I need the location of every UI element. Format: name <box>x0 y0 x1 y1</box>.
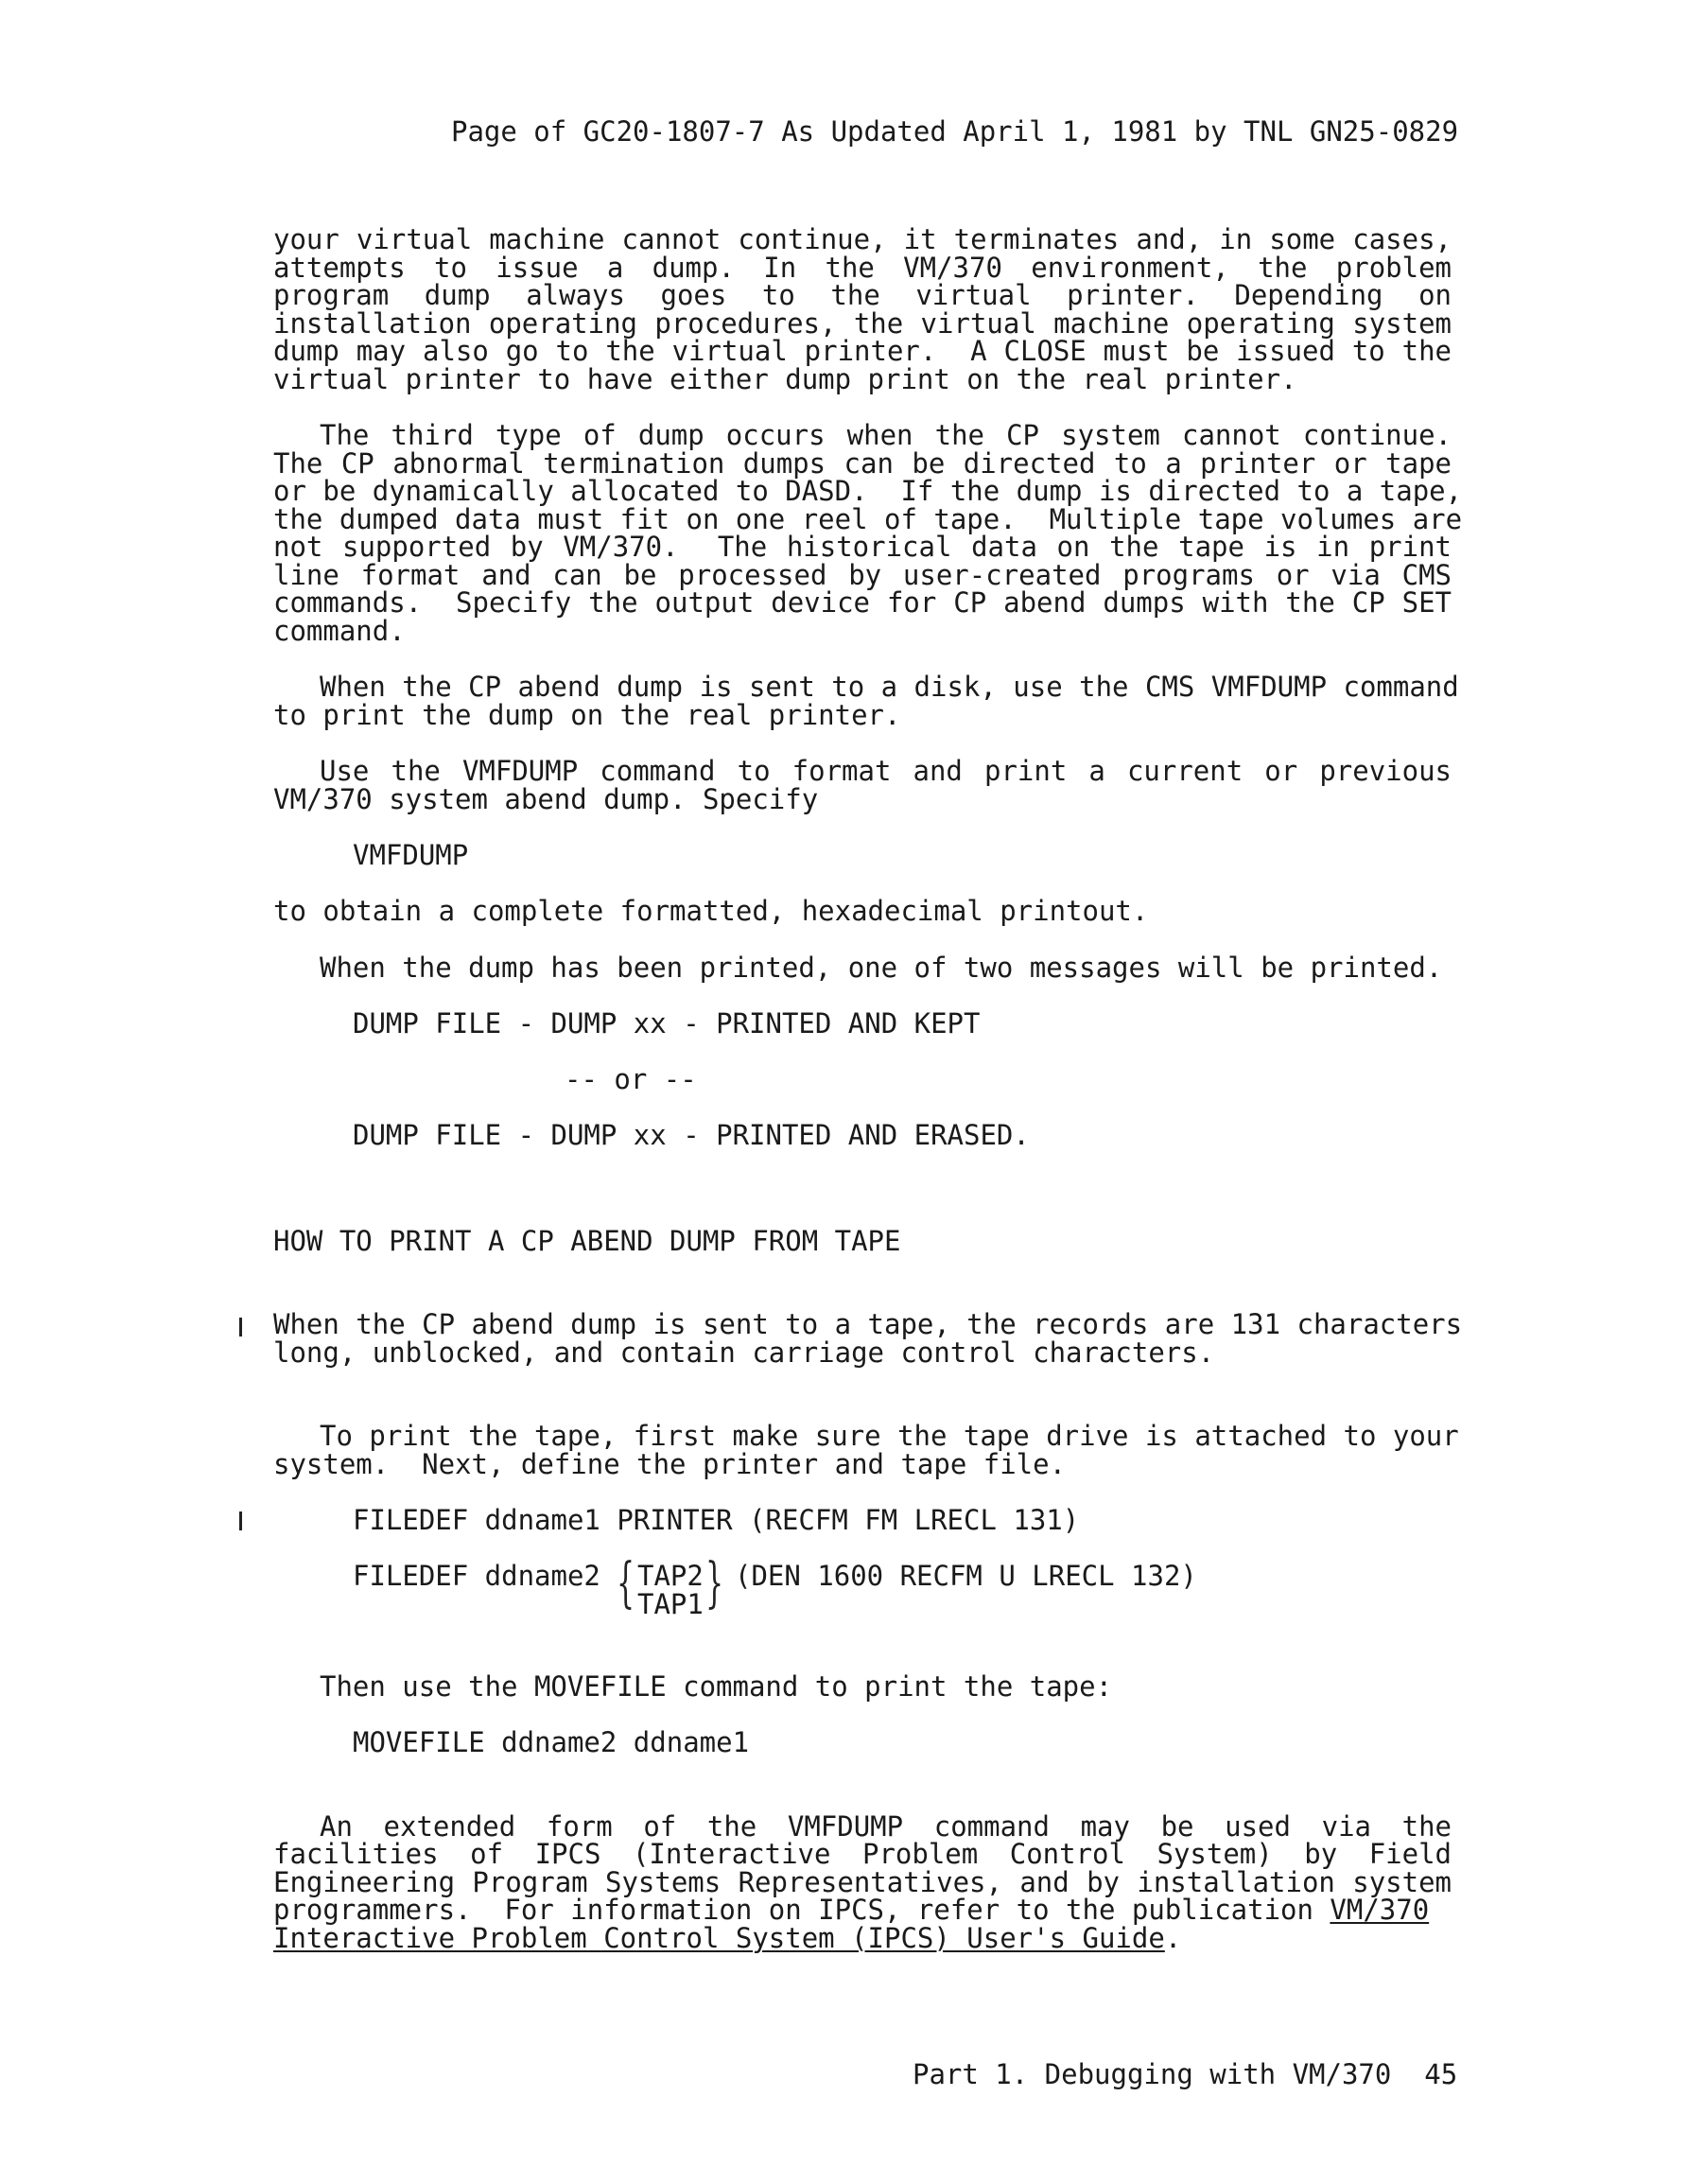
text-line: the dumped data must fit on one reel of tape. Multiple tape volumes are <box>273 503 1463 535</box>
text-line: Use the VMFDUMP command to format and print a current or previous <box>320 755 1452 787</box>
publication-title-link[interactable]: Interactive Problem Control System (IPCS) User's Guide <box>273 1922 1165 1954</box>
page-header: Page of GC20-1807-7 As Updated April 1, 1981 by TNL GN25-0829 <box>451 115 1459 148</box>
text-line: To print the tape, first make sure the tape drive is attached to your <box>320 1420 1459 1452</box>
option-tap1: TAP1 <box>637 1588 704 1620</box>
text-line: virtual printer to have either dump print on the real printer. <box>273 363 1297 395</box>
text-span: programmers. For information on IPCS, refer to the publication <box>273 1894 1330 1926</box>
revision-bar <box>239 1511 242 1530</box>
option-tap2: TAP2 <box>637 1560 704 1592</box>
text-line: When the CP abend dump is sent to a disk, use the CMS VMFDUMP command <box>320 671 1459 703</box>
text-line: to print the dump on the real printer. <box>273 699 901 731</box>
text-line: attempts to issue a dump. In the VM/370 environment, the problem <box>273 252 1452 284</box>
text-line: VM/370 system abend dump. Specify <box>273 783 819 815</box>
text-line: An extended form of the VMFDUMP command may be used via the <box>320 1810 1452 1843</box>
text-line: your virtual machine cannot continue, it terminates and, in some cases, <box>273 223 1452 255</box>
text-line: line format and can be processed by user-created programs or via CMS <box>273 559 1452 591</box>
text-line: The third type of dump occurs when the CP system cannot continue. <box>320 419 1452 451</box>
text-line: When the dump has been printed, one of two messages will be printed. <box>320 952 1443 984</box>
message-kept: DUMP FILE - DUMP xx - PRINTED AND KEPT <box>353 1007 981 1040</box>
text-line: system. Next, define the printer and tape file. <box>273 1448 1067 1480</box>
text-line: to obtain a complete formatted, hexadecimal printout. <box>273 895 1149 927</box>
text-line: installation operating procedures, the virtual machine operating system <box>273 307 1452 340</box>
text-line <box>273 1924 1181 1952</box>
section-heading: HOW TO PRINT A CP ABEND DUMP FROM TAPE <box>273 1225 901 1257</box>
revision-bar <box>239 1318 242 1337</box>
text-line: The CP abnormal termination dumps can be directed to a printer or tape <box>273 447 1452 480</box>
filedef-printer-command: FILEDEF ddname1 PRINTER (RECFM FM LRECL 131) <box>353 1504 1080 1536</box>
movefile-command: MOVEFILE ddname2 ddname1 <box>353 1726 750 1758</box>
text-line: program dump always goes to the virtual printer. Depending on <box>273 279 1452 311</box>
close-brace: } <box>705 1552 724 1616</box>
text-line: commands. Specify the output device for CP abend dumps with the CP SET <box>273 586 1452 619</box>
text-line: facilities of IPCS (Interactive Problem Control System) by Field <box>273 1838 1452 1870</box>
open-brace: { <box>617 1552 635 1616</box>
text-line: FILEDEF ddname2 <box>353 1560 600 1592</box>
text-span: . <box>1164 1922 1182 1954</box>
page-footer: Part 1. Debugging with VM/370 45 <box>913 2058 1458 2090</box>
text-line: Then use the MOVEFILE command to print the tape: <box>320 1670 1113 1703</box>
text-line: not supported by VM/370. The historical data on the tape is in print <box>273 531 1452 563</box>
text-line: command. <box>273 615 406 647</box>
publication-title-link[interactable]: VM/370 <box>1330 1894 1430 1926</box>
text-line: When the CP abend dump is sent to a tape, the records are 131 characters <box>273 1308 1463 1340</box>
message-erased: DUMP FILE - DUMP xx - PRINTED AND ERASED. <box>353 1119 1030 1151</box>
message-or: -- or -- <box>565 1063 697 1095</box>
text-line <box>273 1896 1429 1924</box>
text-line: or be dynamically allocated to DASD. If the dump is directed to a tape, <box>273 475 1463 507</box>
text-line: (DEN 1600 RECFM U LRECL 132) <box>735 1560 1197 1592</box>
text-line: dump may also go to the virtual printer. A CLOSE must be issued to the <box>273 335 1452 367</box>
command-example: VMFDUMP <box>353 839 469 871</box>
text-line: long, unblocked, and contain carriage control characters. <box>273 1337 1215 1369</box>
text-line: Engineering Program Systems Representatives, and by installation system <box>273 1866 1452 1898</box>
